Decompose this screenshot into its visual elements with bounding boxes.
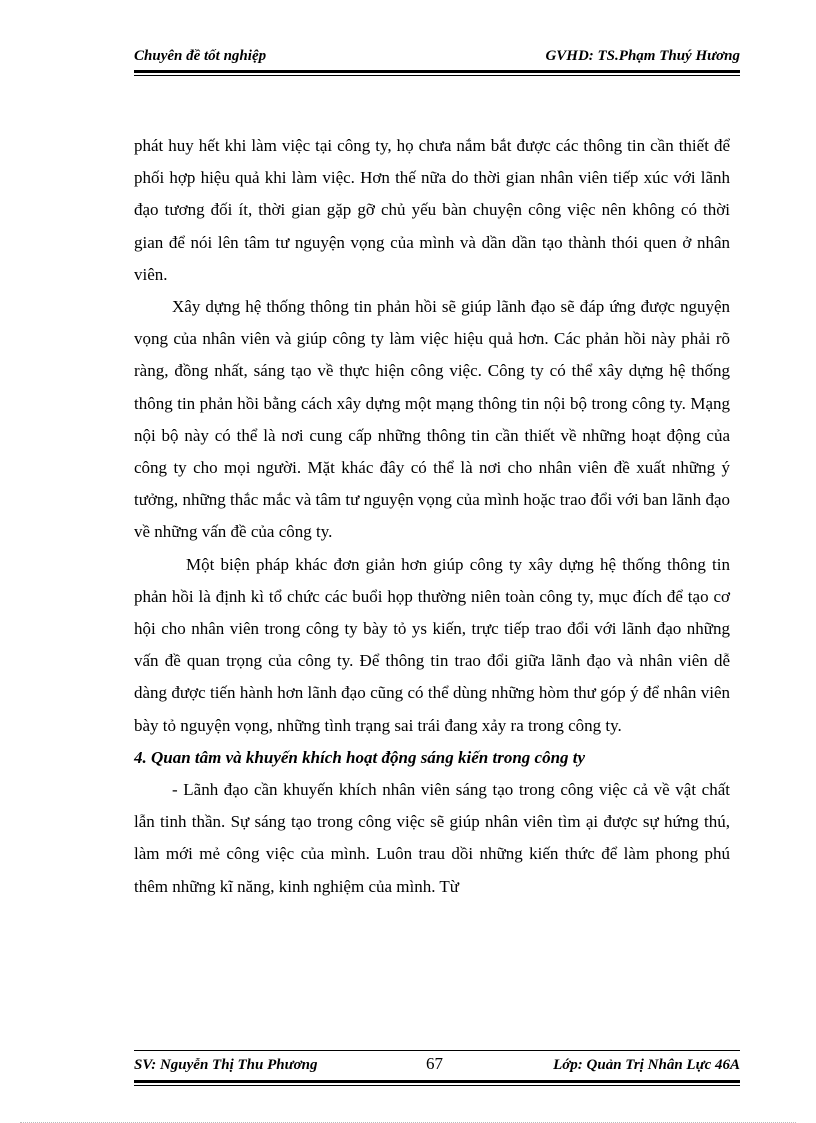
footer-rule-thick xyxy=(134,1080,740,1083)
paragraph-2: Xây dựng hệ thống thông tin phản hồi sẽ giúp lãnh đạo sẽ đáp ứng được nguyện vọng của nhân viên và giúp công ty làm việc hiệu quả hơn. Các phản hồi này phải rõ ràng, đồng nhất, sáng tạo về thực hiện công việc. Công ty có thể xây dựng hệ thống thông tin phản hồi bằng cách xây dựng một mạng thông tin nội bộ trong công ty. Mạng nội bộ này có thể là nơi cung cấp những thông tin cần thiết về những hoạt động của công ty cho mọi người. Mặt khác đây có thể là nơi cho nhân viên đề xuất những ý tưởng, những thắc mắc và tâm tư nguyện vọng của mình hoặc trao đổi với ban lãnh đạo về những vấn đề của công ty. xyxy=(134,297,730,542)
footer-rule-thin xyxy=(134,1085,740,1086)
header-thesis-title: Chuyên đề tốt nghiệp xyxy=(134,48,267,64)
page-header xyxy=(134,48,740,70)
header-rule-thick xyxy=(134,70,740,73)
header-advisor: GVHD: TS.Phạm Thuý Hương xyxy=(545,48,740,64)
page-body xyxy=(134,130,730,903)
paragraph-1: phát huy hết khi làm việc tại công ty, họ chưa nắm bắt được các thông tin cần thiết để phối hợp hiệu quả khi làm việc. Hơn thế nữa do thời gian nhân viên tiếp xúc với lãnh đạo tương đối ít, thời gian gặp gỡ chủ yếu bàn chuyện công việc nên không có thời gian để nói lên tâm tư nguyện vọng của mình và dần dần tạo thành thói quen ở nhân viên. xyxy=(134,136,730,284)
footer-student: SV: Nguyễn Thị Thu Phương xyxy=(134,1057,318,1073)
footer-class: Lớp: Quản Trị Nhân Lực 46A xyxy=(553,1057,740,1073)
footer-rule-top xyxy=(134,1050,740,1051)
paragraph-4: - Lãnh đạo cần khuyến khích nhân viên sáng tạo trong công việc cả về vật chất lẫn tinh thần. Sự sáng tạo trong công việc sẽ giúp nhân viên tìm ại được sự hứng thú, làm mới mẻ công việc của mình. Luôn trau dồi những kiến thức để làm phong phú thêm những kĩ năng, kinh nghiệm của mình. Từ xyxy=(134,780,730,896)
page-number: 67 xyxy=(426,1054,443,1073)
section-heading-4: 4. Quan tâm và khuyến khích hoạt động sáng kiến trong công ty xyxy=(134,747,586,767)
header-rule-thin xyxy=(134,75,740,76)
paragraph-3: Một biện pháp khác đơn giản hơn giúp công ty xây dựng hệ thống thông tin phản hồi là định kì tổ chức các buổi họp thường niên toàn công ty, mục đích để tạo cơ hội cho nhân viên trong công ty bày tỏ ys kiến, trực tiếp trao đổi với lãnh đạo những vấn đề quan trọng của công ty. Để thông tin trao đổi giữa lãnh đạo và nhân viên dễ dàng được tiến hành hơn lãnh đạo cũng có thể dùng những hòm thư góp ý để nhân viên bày tỏ nguyện vọng, những tình trạng sai trái đang xảy ra trong công ty. xyxy=(134,554,730,735)
